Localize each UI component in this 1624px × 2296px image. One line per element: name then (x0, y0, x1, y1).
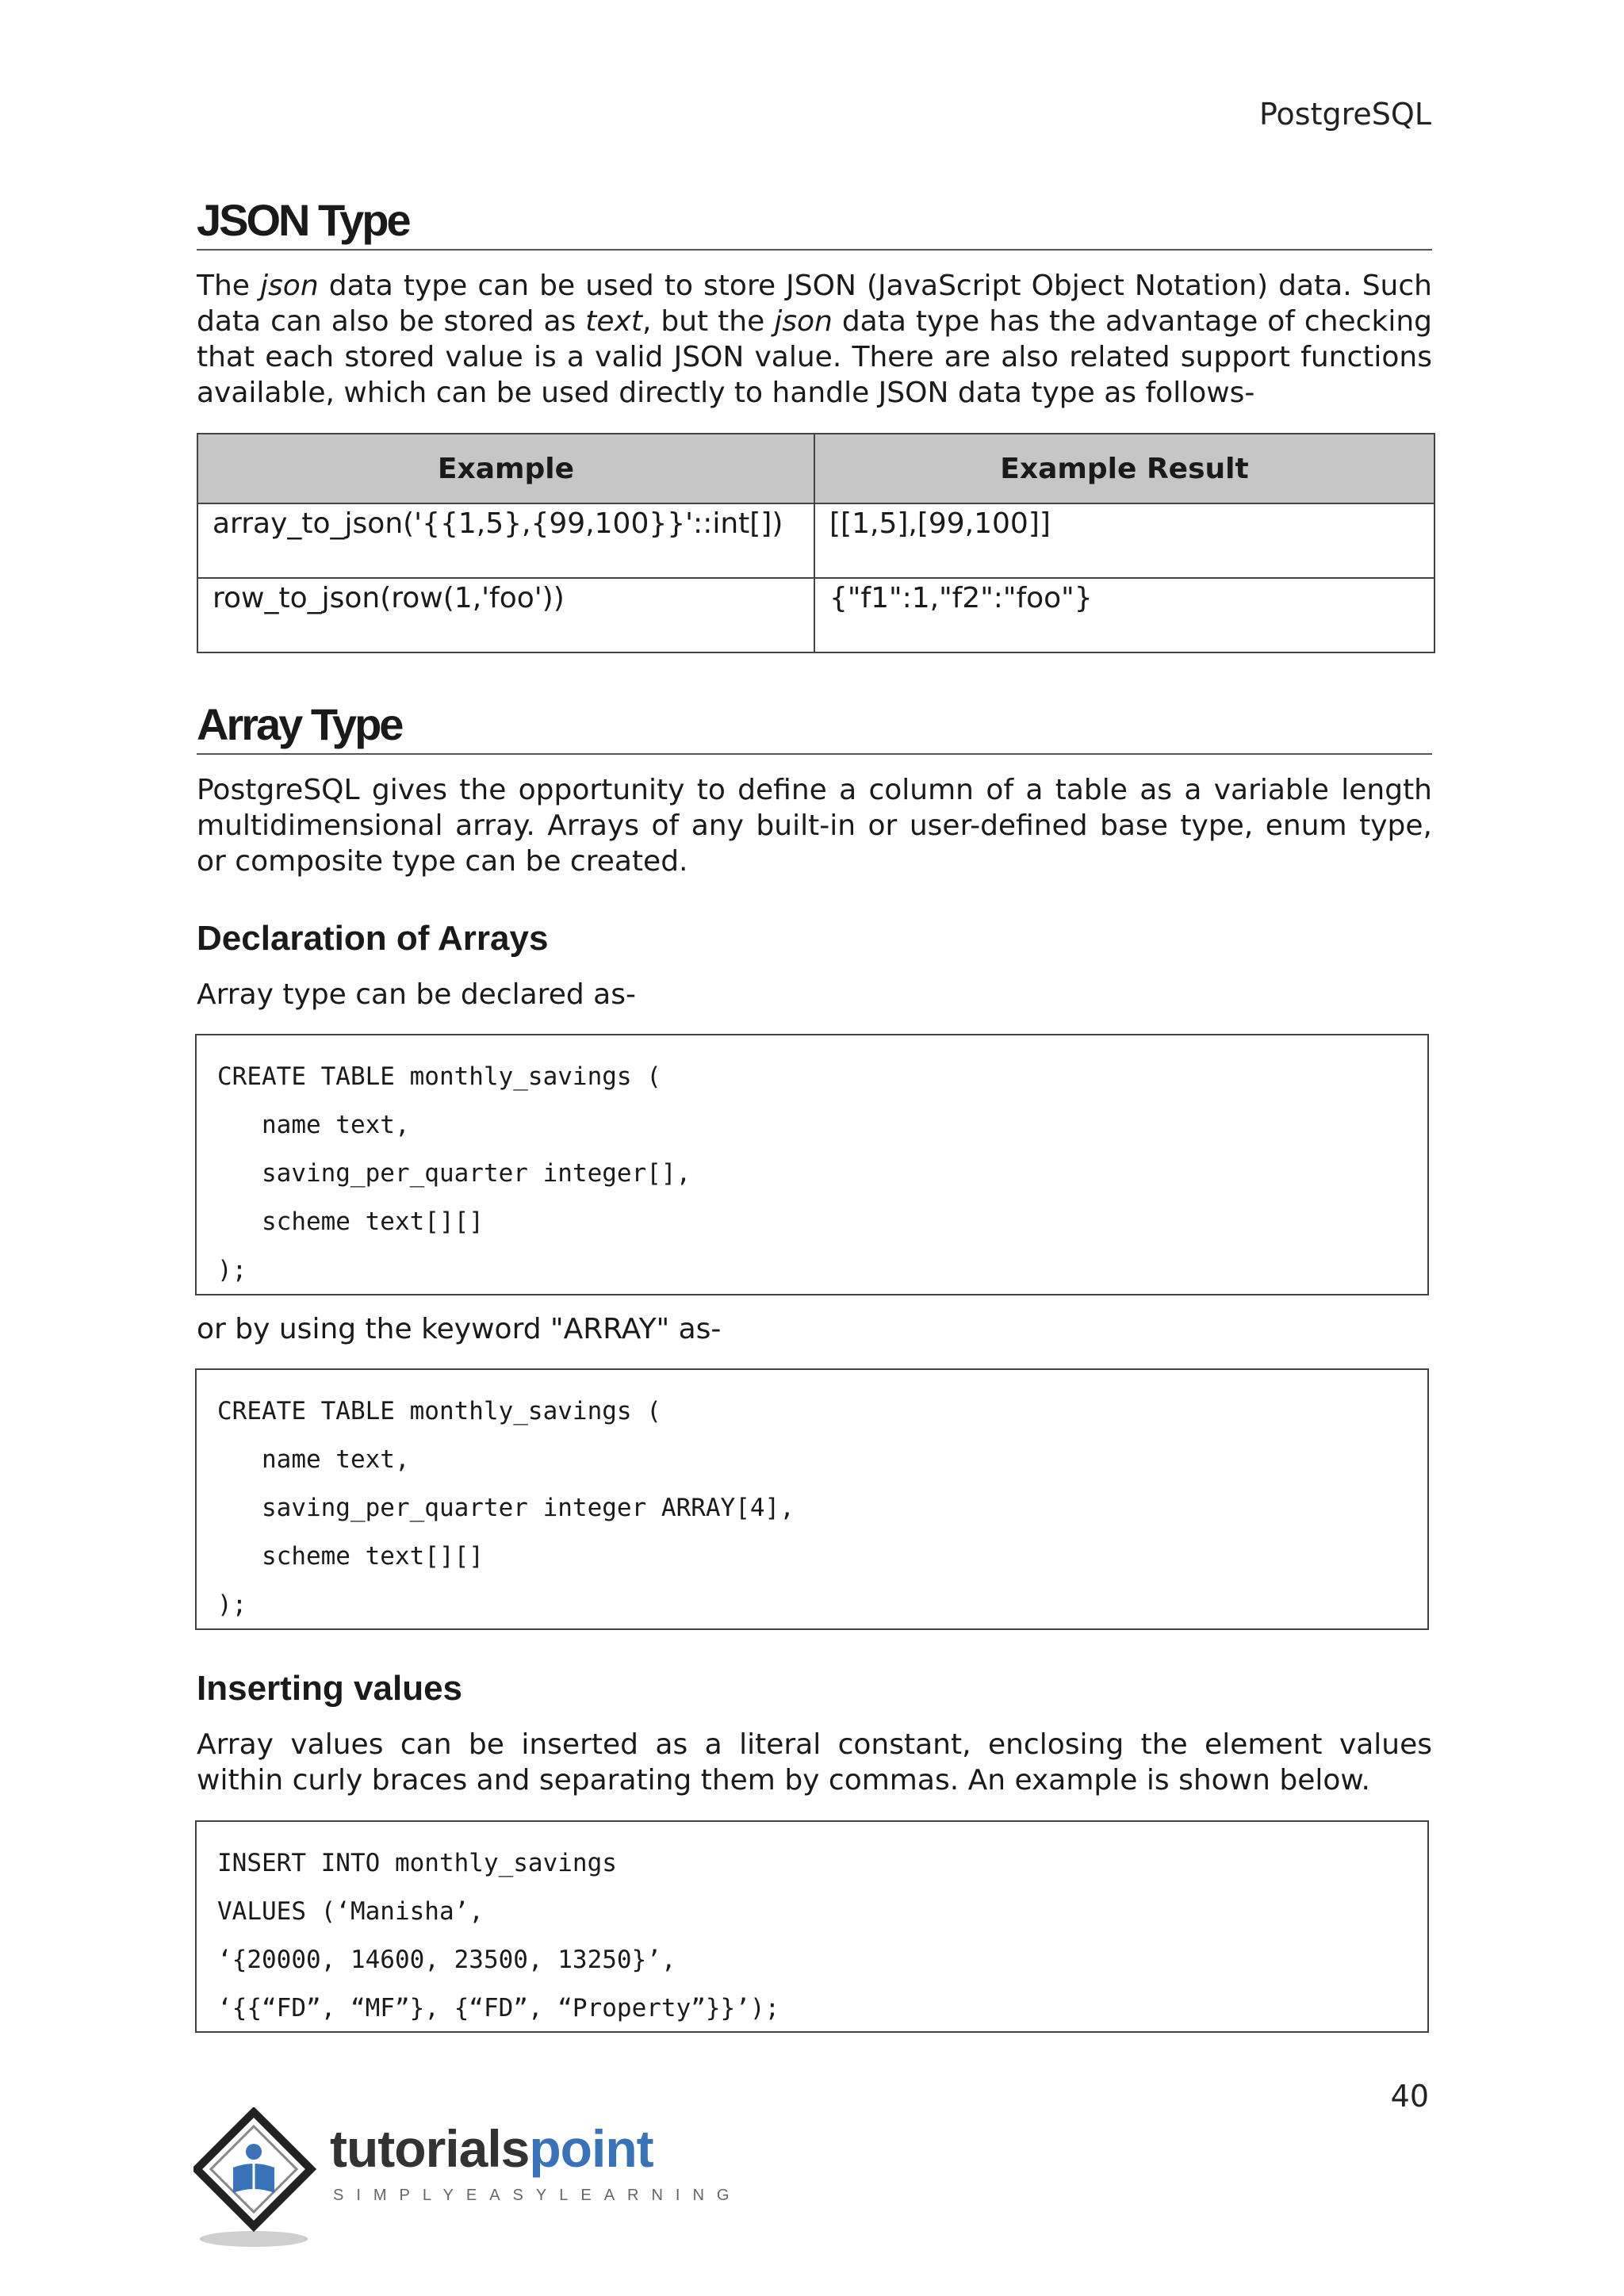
table-header-row (197, 434, 1434, 503)
section-title-json-type: JSON Type (197, 195, 1432, 251)
code-line: CREATE TABLE monthly_savings ( (217, 1397, 661, 1425)
declaration-lead: Array type can be declared as- (197, 978, 636, 1011)
json-functions-table-wrap (197, 433, 1432, 653)
page-number: 40 (1390, 2079, 1429, 2114)
logo-word-tutorials: tutorials (330, 2119, 530, 2178)
logo-tagline: SIMPLYEASYLEARNING (333, 2187, 742, 2204)
array-keyword-lead: or by using the keyword "ARRAY" as- (197, 1313, 722, 1345)
section-title-array-type: Array Type (197, 699, 1432, 755)
table-row (197, 578, 1434, 652)
text-run: , but the (642, 305, 775, 338)
json-type-section (197, 195, 1432, 251)
table-cell: [[1,5],[99,100]] (814, 503, 1434, 578)
between-text-wrap (197, 1311, 1432, 1347)
code-line: saving_per_quarter integer[], (217, 1159, 691, 1188)
logo-wordmark (330, 2118, 653, 2179)
emphasis-json: json (774, 305, 833, 338)
subheading-inserting-values: Inserting values (197, 1669, 463, 1708)
array-type-section (197, 699, 1432, 755)
code-block-insert-values (195, 1820, 1429, 2033)
logo-diamond-icon (193, 2107, 336, 2250)
emphasis-json: json (260, 270, 319, 302)
table-row (197, 503, 1434, 578)
table-cell: array_to_json('{{1,5},{99,100}}'::int[]) (197, 503, 814, 578)
subheading-declaration-of-arrays: Declaration of Arrays (197, 919, 549, 958)
json-functions-table (197, 433, 1435, 653)
table-cell: {"f1":1,"f2":"foo"} (814, 578, 1434, 652)
inserting-lead: Array values can be inserted as a literal constant, enclosing the element values within curly braces and separating them by commas. An example is shown below. (197, 1728, 1432, 1797)
code-line: ); (217, 1590, 247, 1619)
table-header-example: Example (197, 434, 814, 503)
tutorialspoint-logo (193, 2107, 742, 2250)
table-cell: row_to_json(row(1,'foo')) (197, 578, 814, 652)
emphasis-text: text (585, 305, 642, 338)
code-line: saving_per_quarter integer ARRAY[4], (217, 1494, 795, 1522)
text-run: data type can be used to store JSON (JavaScript Object Notation) data. Such data can also be stored as (197, 270, 1432, 338)
code-line: ‘{20000, 14600, 23500, 13250}’, (217, 1946, 676, 1974)
code-line: CREATE TABLE monthly_savings ( (217, 1062, 661, 1091)
code-line: name text, (217, 1111, 410, 1139)
code-line: VALUES (‘Manisha’, (217, 1897, 484, 1926)
code-line: INSERT INTO monthly_savings (217, 1849, 617, 1877)
code-line: scheme text[][] (217, 1542, 484, 1571)
code-line: name text, (217, 1445, 410, 1474)
running-header: PostgreSQL (1259, 97, 1431, 132)
declaration-lead-wrap (197, 977, 1432, 1012)
code-block-declare-array (195, 1034, 1429, 1295)
array-intro-paragraph: PostgreSQL gives the opportunity to define a column of a table as a variable length multidimensional array. Arrays of any built-in or user-defined base type, enum type, or composite type can be created. (197, 774, 1432, 878)
declaration-heading-wrap (197, 918, 1432, 960)
inserting-lead-wrap (197, 1727, 1432, 1798)
table-header-example-result: Example Result (814, 434, 1434, 503)
text-run: data type has the advantage of checking that each stored value is a valid JSON value. There are also related support functions available, which can be used directly to handle JSON data type as follows- (197, 305, 1432, 409)
json-type-paragraph (197, 268, 1432, 411)
text-run: The (197, 270, 261, 302)
code-line: ); (217, 1256, 247, 1284)
code-line: ‘{{“FD”, “MF”}, {“FD”, “Property”}}’); (217, 1994, 780, 2022)
code-block-declare-array-keyword (195, 1368, 1429, 1630)
json-paragraph (197, 268, 1432, 411)
logo-word-point: point (529, 2119, 653, 2178)
array-intro (197, 772, 1432, 879)
inserting-heading-wrap (197, 1668, 1432, 1710)
code-line: scheme text[][] (217, 1207, 484, 1236)
